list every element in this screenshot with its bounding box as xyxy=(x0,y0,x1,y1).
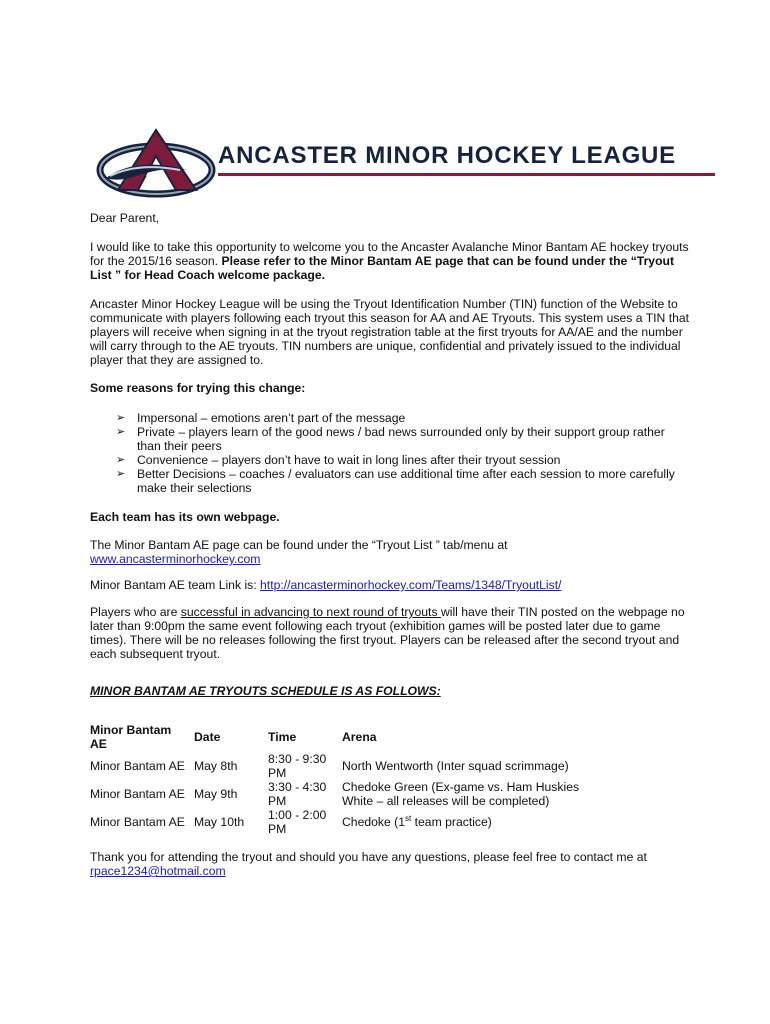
table-row: Minor Bantam AE May 8th 8:30 - 9:30 PM North Wentworth (Inter squad scrimmage) xyxy=(90,752,569,780)
team-link-paragraph xyxy=(90,578,690,592)
header-time: Time xyxy=(268,730,297,744)
table-header-row xyxy=(88,722,594,752)
arrow-bullet-icon: ➢ xyxy=(116,412,126,424)
avalanche-logo-icon xyxy=(96,126,221,202)
header-date: Date xyxy=(194,730,221,744)
contact-email-link[interactable]: rpace1234@hotmail.com xyxy=(90,864,226,878)
reasons-heading: Some reasons for trying this change: xyxy=(90,381,306,395)
header-divider xyxy=(218,173,715,176)
list-item: ➢ Convenience – players don’t have to wait in long lines after their tryout session xyxy=(116,453,561,467)
list-item: ➢ Better Decisions – coaches / evaluators can use additional time after each session to more carefully make their selections xyxy=(116,467,675,495)
league-header xyxy=(96,126,721,202)
players-underlined-text: successful in advancing to next round of tryouts xyxy=(180,605,441,619)
arrow-bullet-icon: ➢ xyxy=(116,454,126,466)
closing-text: Thank you for attending the tryout and should you have any questions, please feel free to contact me at xyxy=(90,850,647,864)
schedule-table xyxy=(88,722,594,836)
list-item: ➢ Impersonal – emotions aren’t part of the message xyxy=(116,411,406,425)
tin-paragraph: Ancaster Minor Hockey League will be using the Tryout Identification Number (TIN) function of the Website to communicate with players following each tryout this season for AA and AE Tryouts. This system uses a TIN that players will receive when signing in at the tryout registration table at the first tryouts for AA/AE and the number will carry through to the AE tryouts. TIN numbers are unique, confidential and privately issued to the individual player that they are assigned to. xyxy=(90,297,690,367)
header-team: Minor Bantam AE xyxy=(90,723,172,751)
greeting: Dear Parent, xyxy=(90,211,160,225)
table-row: Minor Bantam AE May 10th 1:00 - 2:00 PM Chedoke (1st team practice) xyxy=(90,808,492,836)
webpage-text: The Minor Bantam AE page can be found under the “Tryout List ” tab/menu at xyxy=(90,538,508,552)
intro-text: I would like to take this opportunity to welcome you to the Ancaster Avalanche Minor Bantam AE hockey tryouts for the 2015/16 season. xyxy=(90,240,689,268)
league-name: ANCASTER MINOR HOCKEY LEAGUE xyxy=(218,142,676,169)
team-link-label: Minor Bantam AE team Link is: xyxy=(90,578,261,592)
team-tryout-link[interactable]: http://ancasterminorhockey.com/Teams/1348/TryoutList/ xyxy=(260,578,562,592)
website-link[interactable]: www.ancasterminorhockey.com xyxy=(90,552,261,566)
intro-bold-text: Please refer to the Minor Bantam AE page that can be found under the “Tryout List ” for Head Coach welcome package. xyxy=(90,254,675,282)
arrow-bullet-icon: ➢ xyxy=(116,468,126,480)
header-arena: Arena xyxy=(342,730,377,744)
closing-paragraph xyxy=(90,850,690,878)
list-item: ➢ Private – players learn of the good news / bad news surrounded only by their support group rather than their peers xyxy=(116,425,665,453)
webpage-paragraph xyxy=(90,538,690,566)
webpage-heading: Each team has its own webpage. xyxy=(90,510,280,524)
schedule-title: MINOR BANTAM AE TRYOUTS SCHEDULE IS AS FOLLOWS: xyxy=(90,684,441,698)
arrow-bullet-icon: ➢ xyxy=(116,426,126,438)
reasons-list xyxy=(90,411,690,495)
intro-paragraph xyxy=(90,240,690,282)
players-paragraph: Players who are successful in advancing to next round of tryouts will have their TIN posted on the webpage no later than 9:00pm the same event following each tryout (exhibition games will be posted later due to game times). There will be no releases following the first tryout. Players can be released after the second tryout and each subsequent tryout. xyxy=(90,605,685,661)
table-row: Minor Bantam AE May 9th 3:30 - 4:30 PM Chedoke Green (Ex-game vs. Ham Huskies White – all releases will be completed) xyxy=(90,780,580,808)
